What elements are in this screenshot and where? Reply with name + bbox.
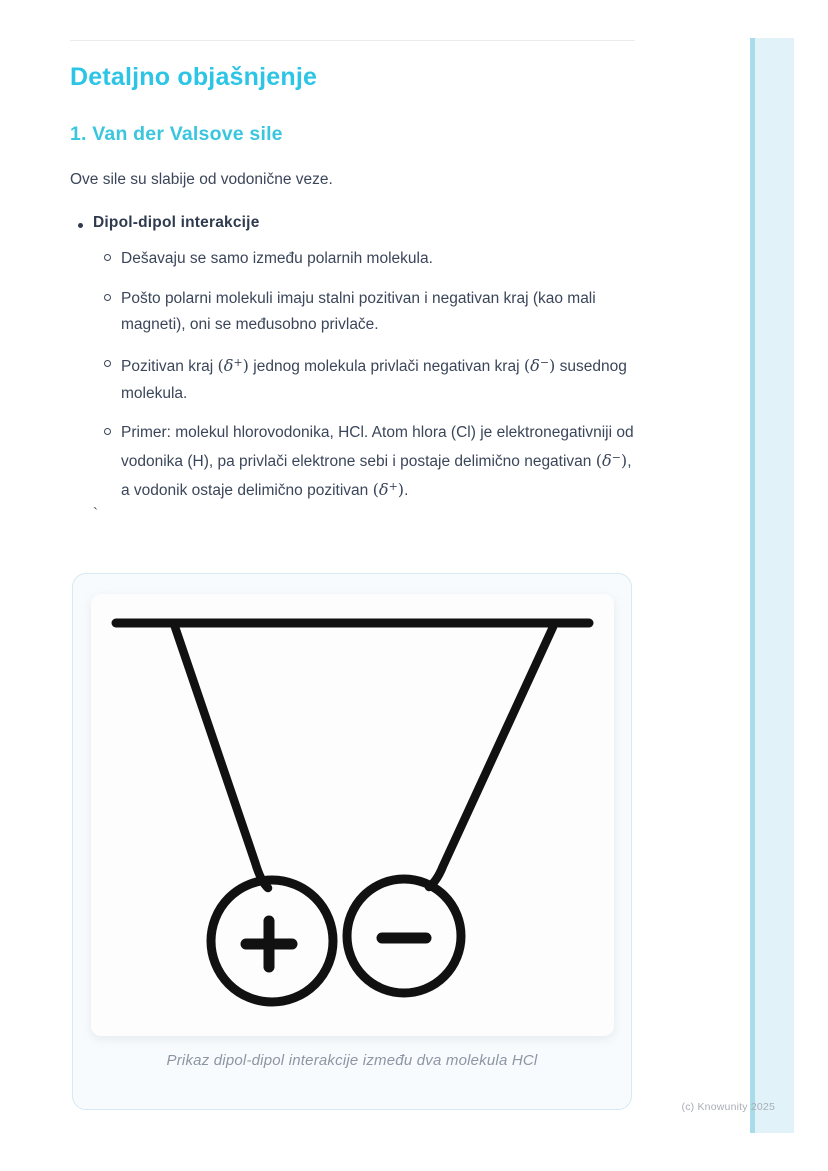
right-string-shape xyxy=(429,627,553,887)
figure-caption: Prikaz dipol-dipol interakcije između dva molekula HCl xyxy=(166,1052,538,1069)
figure-card xyxy=(91,594,614,1036)
intro-paragraph: Ove sile su slabije od vodonične veze. xyxy=(70,170,333,188)
copyright-notice: (c) Knowunity 2025 xyxy=(681,1101,775,1113)
sub-list-item: Pozitivan kraj (δ+) jednog molekula privlači negativan kraj (δ−) susednog molekula. xyxy=(121,352,636,407)
left-string-shape xyxy=(175,627,268,888)
section-title: 1. Van der Valsove sile xyxy=(70,123,283,146)
top-divider xyxy=(70,40,635,41)
sub-list-item: Pošto polarni molekuli imaju stalni pozitivan i negativan kraj (kao mali magneti), oni se međusobno privlače. xyxy=(121,286,636,339)
math-delta-term: (δ+) xyxy=(217,355,249,375)
math-delta-term: (δ−) xyxy=(595,450,628,470)
list-item-dipole xyxy=(93,214,635,504)
sub-list-item: Dešavaju se samo između polarnih molekula. xyxy=(121,246,636,273)
bullet-list xyxy=(70,214,635,504)
dipole-diagram xyxy=(91,594,614,1036)
sub-bullet-list xyxy=(93,246,636,504)
plus-icon xyxy=(246,921,292,967)
page-title: Detaljno objašnjenje xyxy=(70,63,318,91)
math-delta-term: (δ+) xyxy=(372,479,405,499)
math-delta-term: (δ−) xyxy=(523,355,556,375)
figure-container xyxy=(72,573,632,1110)
bullet-title: Dipol-dipol interakcije xyxy=(93,213,260,231)
sub-list-item: Primer: molekul hlorovodonika, HCl. Atom hlora (Cl) je elektronegativniji od vodonika (H), pa privlači elektrone sebi i postaje delimično negativan (δ−), a vodonik ostaje delimično pozitivan (δ+). xyxy=(121,420,636,504)
stray-backtick: ` xyxy=(93,505,98,522)
right-accent-stripe xyxy=(750,38,794,1133)
text-column xyxy=(70,0,635,517)
